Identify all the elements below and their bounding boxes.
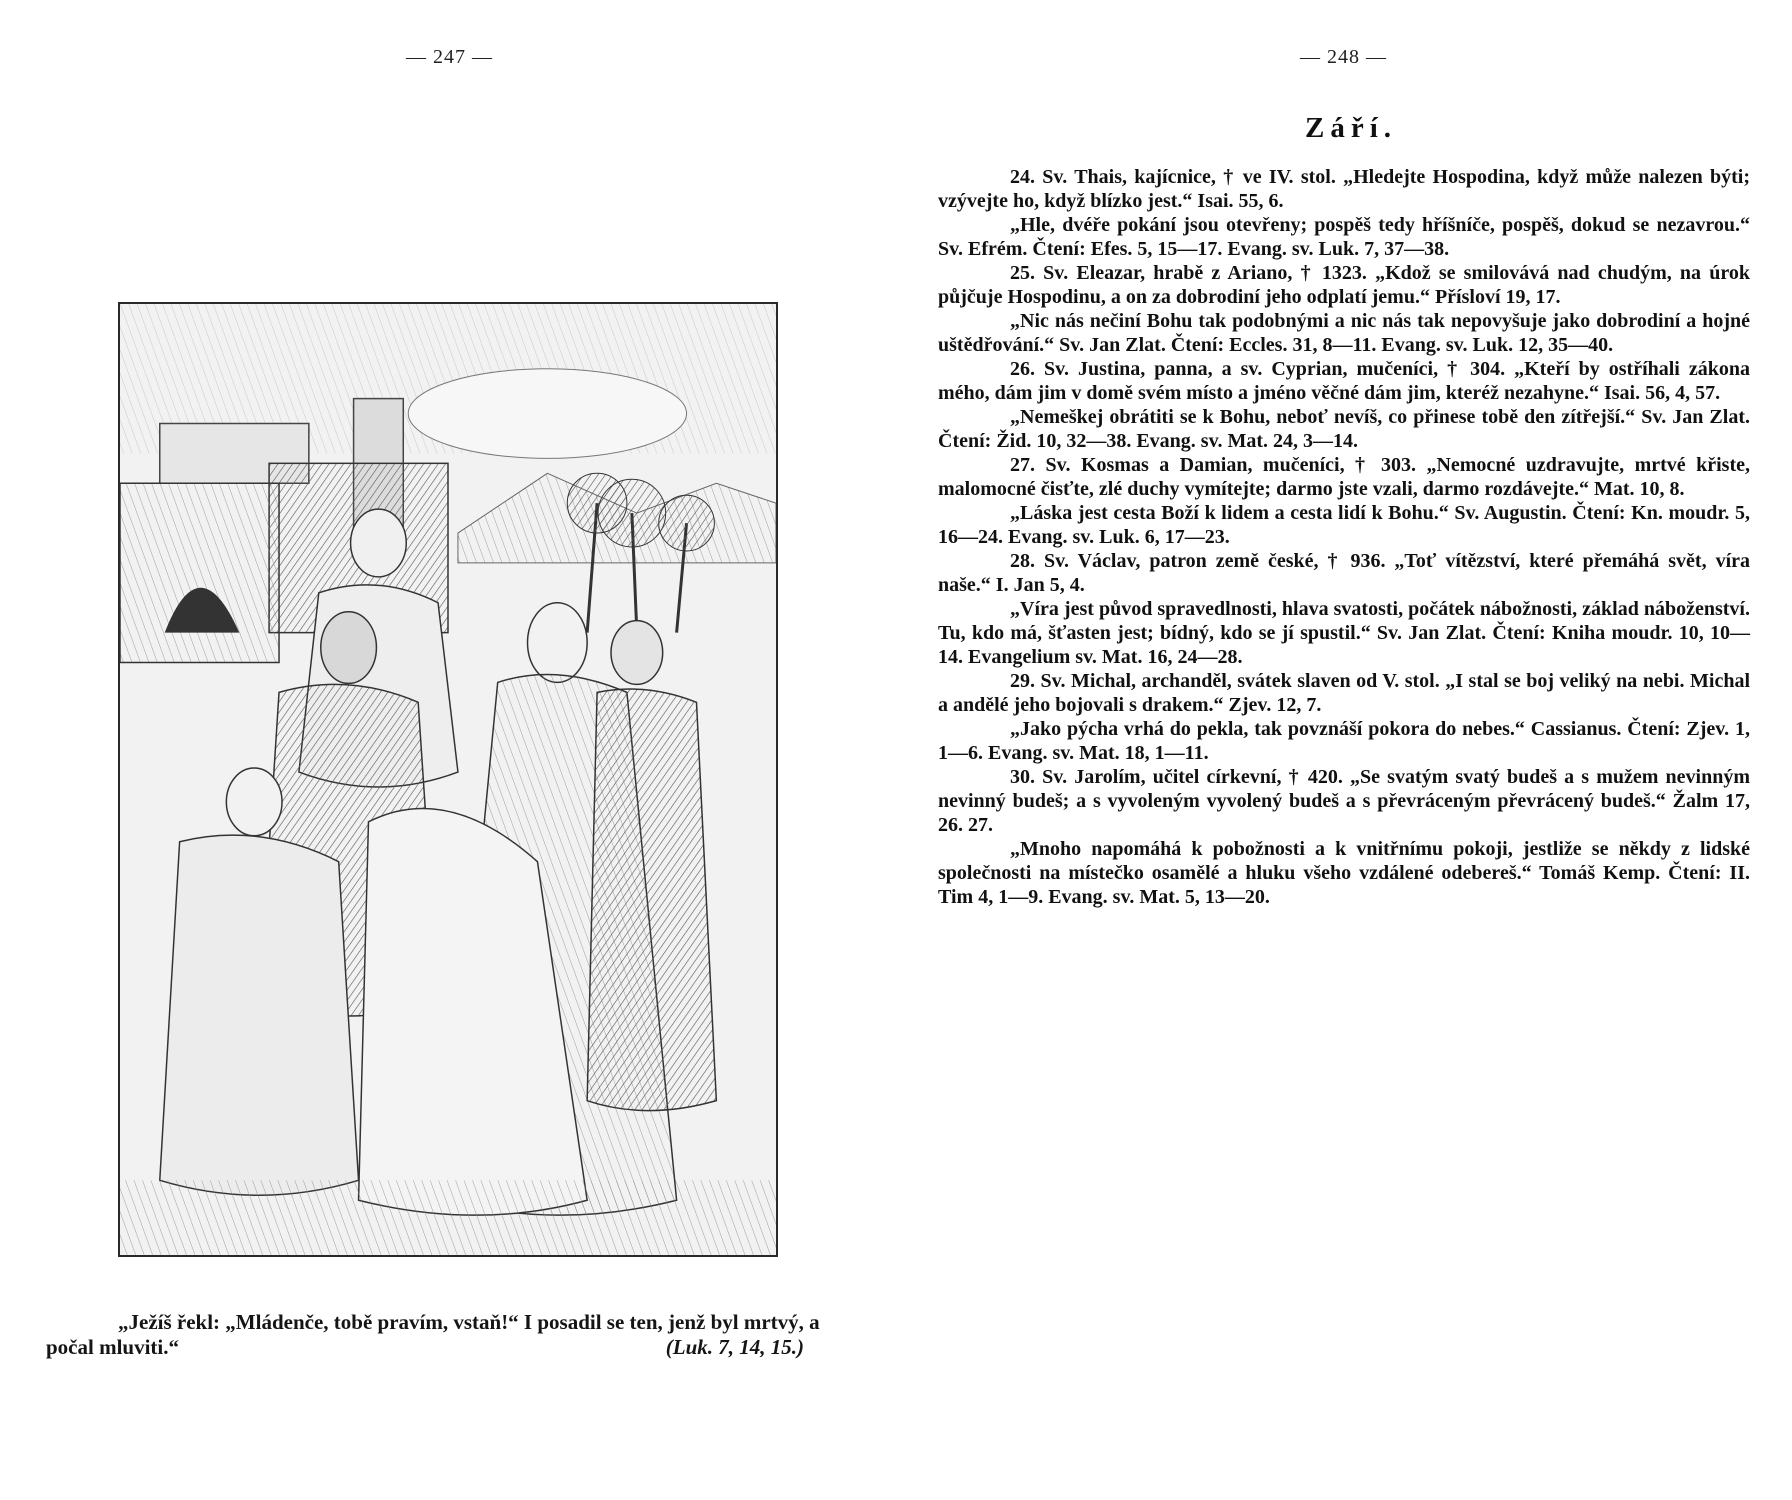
engraving-drawing: [120, 304, 776, 1255]
paragraph: „Nemeškej obrátiti se k Bohu, neboť nevíš, co přinese tobě den zítřejší.“ Sv. Jan Zlat. Čtení: Žid. 10, 32—38. Evang. sv. Mat. 24, 3—14.: [938, 406, 1750, 452]
paragraph: „Láska jest cesta Boží k lidem a cesta lidí k Bohu.“ Sv. Augustin. Čtení: Kn. moudr. 5, 16—24. Evang. sv. Luk. 6, 17—23.: [938, 502, 1750, 548]
page-number-right: — 248 —: [1300, 46, 1387, 68]
illustration-caption: [46, 1310, 854, 1360]
paragraph: 30. Sv. Jarolím, učitel církevní, † 420. „Se svatým svatý budeš a s mužem nevinným nevinný budeš; a s vyvoleným vyvolený budeš a s převráceným převrácený budeš.“ Žalm 17, 26. 27.: [938, 766, 1750, 836]
readings-text-block: [938, 165, 1750, 909]
paragraph: „Jako pýcha vrhá do pekla, tak povznáší pokora do nebes.“ Cassianus. Čtení: Zjev. 1, 1—6. Evang. sv. Mat. 18, 1—11.: [938, 718, 1750, 764]
caption-text: „Ježíš řekl: „Mládenče, tobě pravím, vstaň!“ I posadil se ten, jenž byl mrtvý, a počal mluviti.“: [46, 1310, 820, 1359]
page-number-left: — 247 —: [406, 46, 493, 68]
paragraph: 27. Sv. Kosmas a Damian, mučeníci, † 303. „Nemocné uzdravujte, mrtvé křiste, malomocné čisťte, zlé duchy vymítejte; darmo jste vzali, darmo rozdávejte.“ Mat. 10, 8.: [938, 454, 1750, 500]
paragraph: 26. Sv. Justina, panna, a sv. Cyprian, mučeníci, † 304. „Kteří by ostříhali zákona mého, dám jim v domě svém místo a jméno věčné dám jim, kteréž nezahyne.“ Isai. 56, 4, 57.: [938, 358, 1750, 404]
paragraph: „Víra jest původ spravedlnosti, hlava svatosti, počátek nábožnosti, základ náboženství. Tu, kdo má, šťasten jest; bídný, kdo se jí spustil.“ Sv. Jan Zlat. Čtení: Kniha moudr. 10, 10—14. Evangelium sv. Mat. 16, 24—28.: [938, 598, 1750, 668]
month-title: Září.: [1305, 112, 1398, 144]
caption-reference: (Luk. 7, 14, 15.): [665, 1335, 804, 1359]
paragraph: „Nic nás nečiní Bohu tak podobnými a nic nás tak nepovyšuje jako dobrodiní a hojné uštědřování.“ Sv. Jan Zlat. Čtení: Eccles. 31, 8—11. Evang. sv. Luk. 12, 35—40.: [938, 310, 1750, 356]
paragraph: 29. Sv. Michal, archanděl, svátek slaven od V. stol. „I stal se boj veliký na nebi. Michal a andělé jeho bojovali s drakem.“ Zjev. 12, 7.: [938, 670, 1750, 716]
paragraph: 25. Sv. Eleazar, hrabě z Ariano, † 1323. „Kdož se smilovává nad chudým, na úrok půjčuje Hospodinu, a on za dobrodiní jeho odplatí jemu.“ Přísloví 19, 17.: [938, 262, 1750, 308]
paragraph: 24. Sv. Thais, kajícnice, † ve IV. stol. „Hledejte Hospodina, když může nalezen býti; vzývejte ho, když blízko jest.“ Isai. 55, 6.: [938, 166, 1750, 212]
paragraph: 28. Sv. Václav, patron země české, † 936. „Toť vítězství, které přemáhá svět, víra naše.“ I. Jan 5, 4.: [938, 550, 1750, 596]
paragraph: „Hle, dvéře pokání jsou otevřeny; pospěš tedy hříšníče, pospěš, dokud se nezavrou.“ Sv. Efrém. Čtení: Efes. 5, 15—17. Evang. sv. Luk. 7, 37—38.: [938, 214, 1750, 260]
engraving-illustration: [118, 302, 778, 1257]
paragraph: „Mnoho napomáhá k pobožnosti a k vnitřnímu pokoji, jestliže se někdy z lidské společnosti na místečko osamělé a hluku všeho vzdálené odebereš.“ Tomáš Kemp. Čtení: II. Tim 4, 1—9. Evang. sv. Mat. 5, 13—20.: [938, 838, 1750, 908]
